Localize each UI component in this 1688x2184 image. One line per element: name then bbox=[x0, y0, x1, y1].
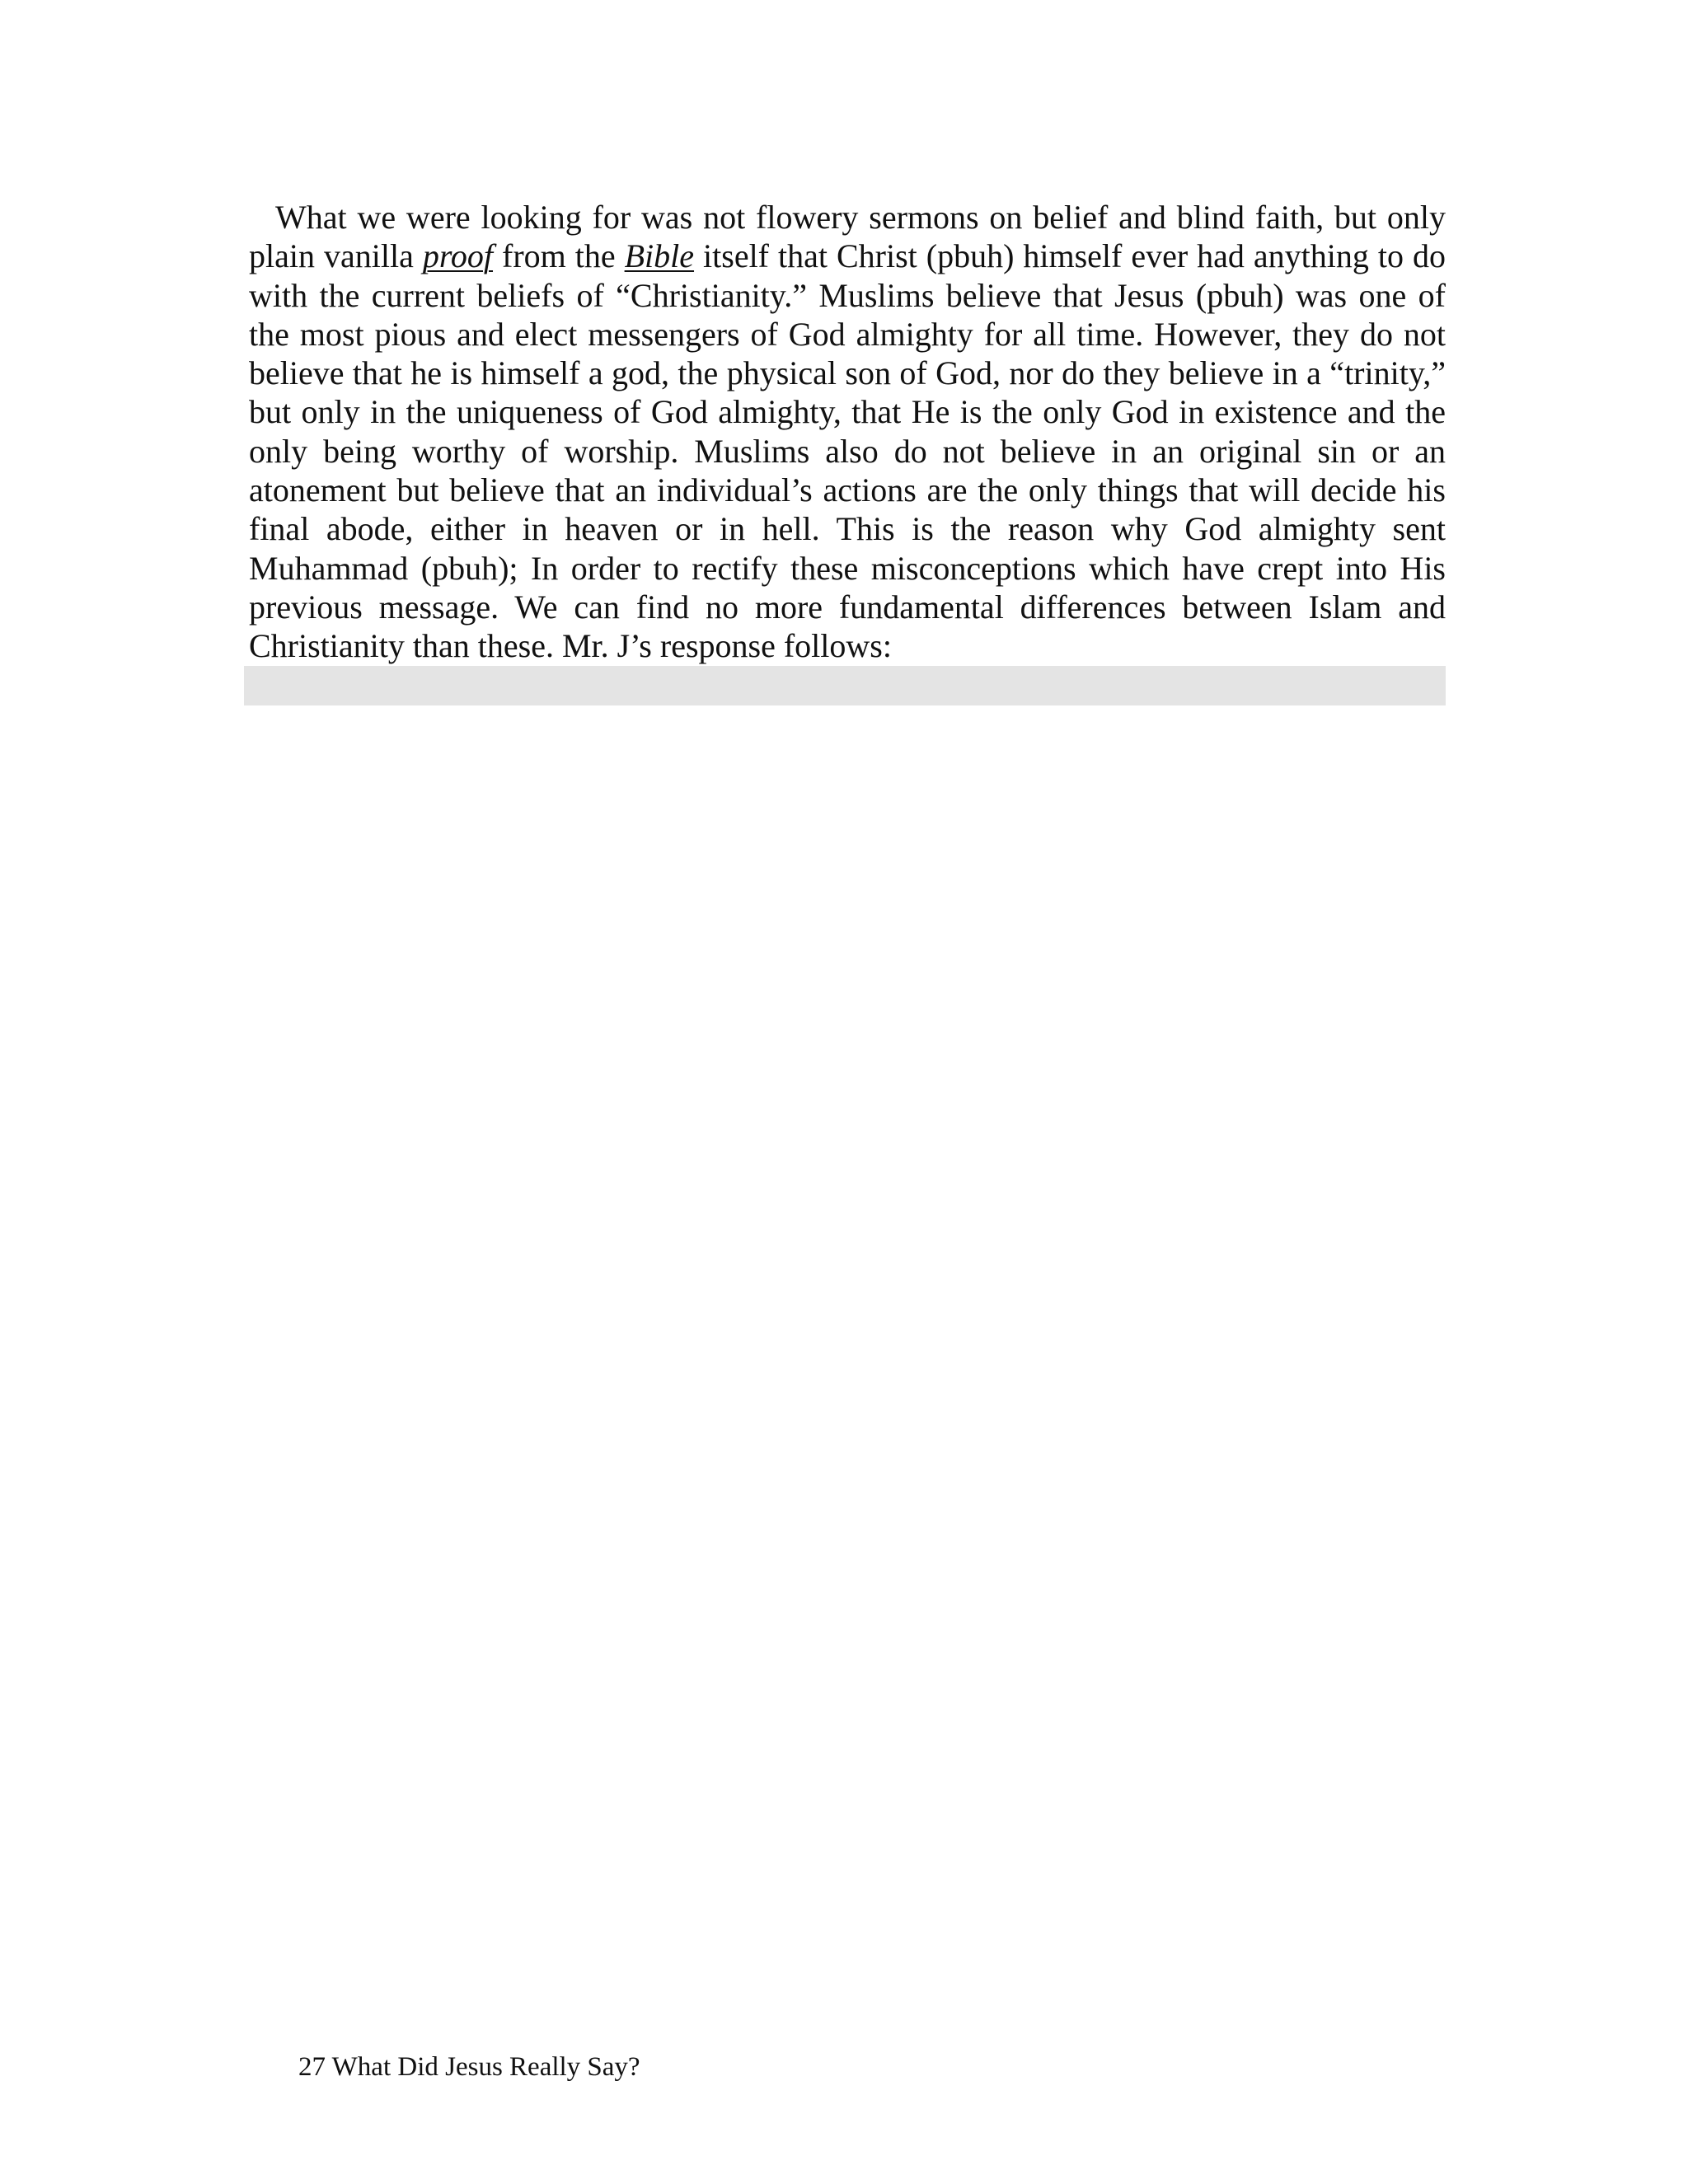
body-paragraph bbox=[249, 198, 1446, 666]
paragraph-text-part-3: itself that Christ (pbuh) himself ever had anything to do with the current beliefs of “Christianity.” Muslims believe that Jesus (pbuh) was one of the most pious and elect messengers of God almighty for all time. However, they do not believe that he is himself a god, the physical son of God, nor do they believe in a “trinity,” but only in the uniqueness of God almighty, that He is the only God in existence and the only being worthy of worship. Muslims also do not believe in an original sin or an atonement but believe that an individual’s actions are the only things that will decide his final abode, either in heaven or in hell. This is the reason why God almighty sent Muhammad (pbuh); In order to rectify these misconceptions which have crept into His previous message. We can find no more fundamental differences between Islam and Christianity than these. Mr. J’s response follows: bbox=[249, 237, 1446, 665]
paragraph-text-part-2: from the bbox=[493, 237, 625, 275]
book-title: What Did Jesus Really Say? bbox=[331, 2052, 640, 2082]
page-footer bbox=[298, 2050, 640, 2083]
emphasis-bible: Bible bbox=[624, 237, 695, 275]
emphasis-proof: proof bbox=[422, 237, 494, 275]
paragraph-text-part-1: What we were looking for was not flowery sermons on belief and blind faith, but only plain vanilla bbox=[249, 199, 1446, 275]
shaded-divider-bar bbox=[244, 666, 1446, 705]
page-number: 27 bbox=[298, 2052, 326, 2082]
